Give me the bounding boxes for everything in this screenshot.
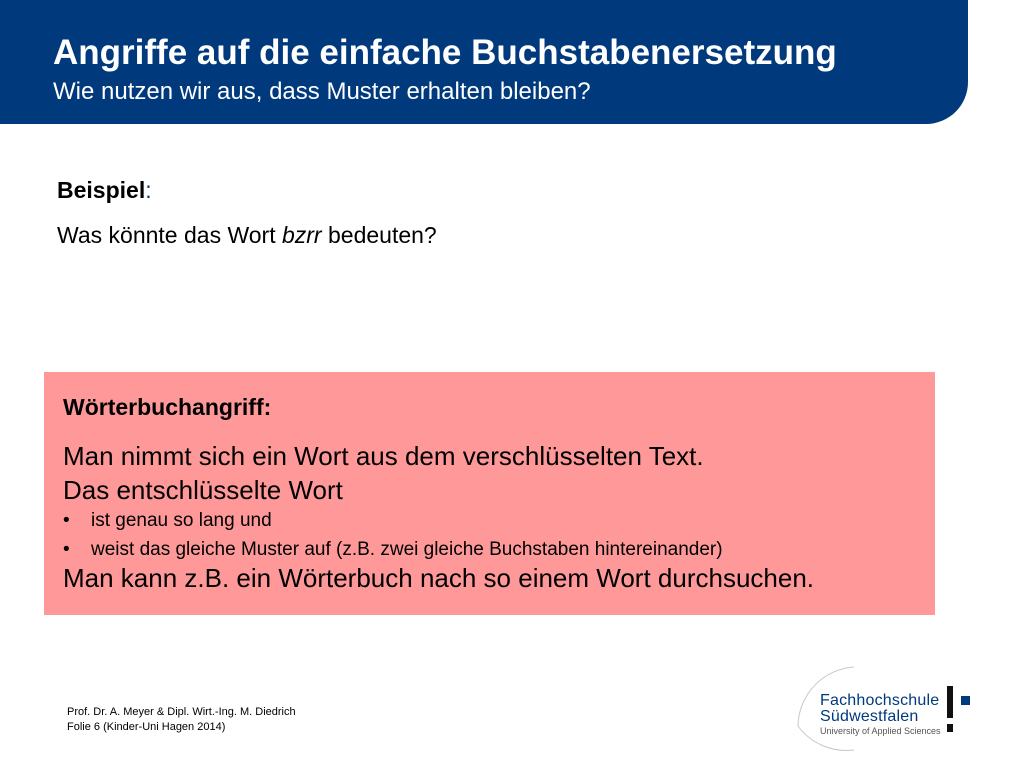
logo-text-2: Südwestfalen — [820, 708, 919, 725]
example-question-after: bedeuten? — [321, 222, 437, 248]
logo-blue-square — [961, 696, 970, 705]
bullet-dot: • — [63, 539, 70, 560]
dictionary-attack-box — [44, 372, 935, 615]
example-question — [57, 220, 437, 250]
bullet-text: ist genau so lang und — [91, 510, 272, 531]
slide-title: Angriffe auf die einfache Buchstabenersetzung — [53, 33, 837, 72]
slide-footer — [67, 705, 296, 735]
slide-subtitle: Wie nutzen wir aus, dass Muster erhalten bleiben? — [53, 78, 591, 105]
slide-header — [0, 0, 968, 124]
university-logo — [784, 664, 984, 754]
bullet-dot: • — [63, 510, 70, 531]
bullet-text: weist das gleiche Muster auf (z.B. zwei gleiche Buchstaben hintereinander) — [91, 539, 723, 560]
example-heading-text: Beispiel — [57, 177, 146, 203]
example-heading — [57, 176, 152, 204]
logo-text-3: University of Applied Sciences — [820, 726, 941, 736]
bullet-item — [63, 538, 723, 562]
logo-text-1: Fachhochschule — [820, 692, 940, 709]
footer-authors: Prof. Dr. A. Meyer & Dipl. Wirt.-Ing. M. Diedrich — [67, 706, 296, 718]
example-question-before: Was könnte das Wort — [57, 222, 282, 248]
callout-line-2: Das entschlüsselte Wort — [63, 475, 343, 505]
logo-exclamation-bar — [947, 686, 953, 718]
callout-line-1: Man nimmt sich ein Wort aus dem verschlüsselten Text. — [63, 441, 704, 471]
example-question-word: bzrr — [281, 222, 322, 248]
footer-slide-info: Folie 6 (Kinder-Uni Hagen 2014) — [67, 721, 226, 733]
callout-title: Wörterbuchangriff: — [63, 394, 272, 420]
example-heading-colon: : — [145, 177, 152, 203]
callout-line-3: Man kann z.B. ein Wörterbuch nach so einem Wort durchsuchen. — [63, 563, 815, 593]
bullet-item — [63, 509, 272, 533]
logo-exclamation-dot — [947, 724, 953, 732]
